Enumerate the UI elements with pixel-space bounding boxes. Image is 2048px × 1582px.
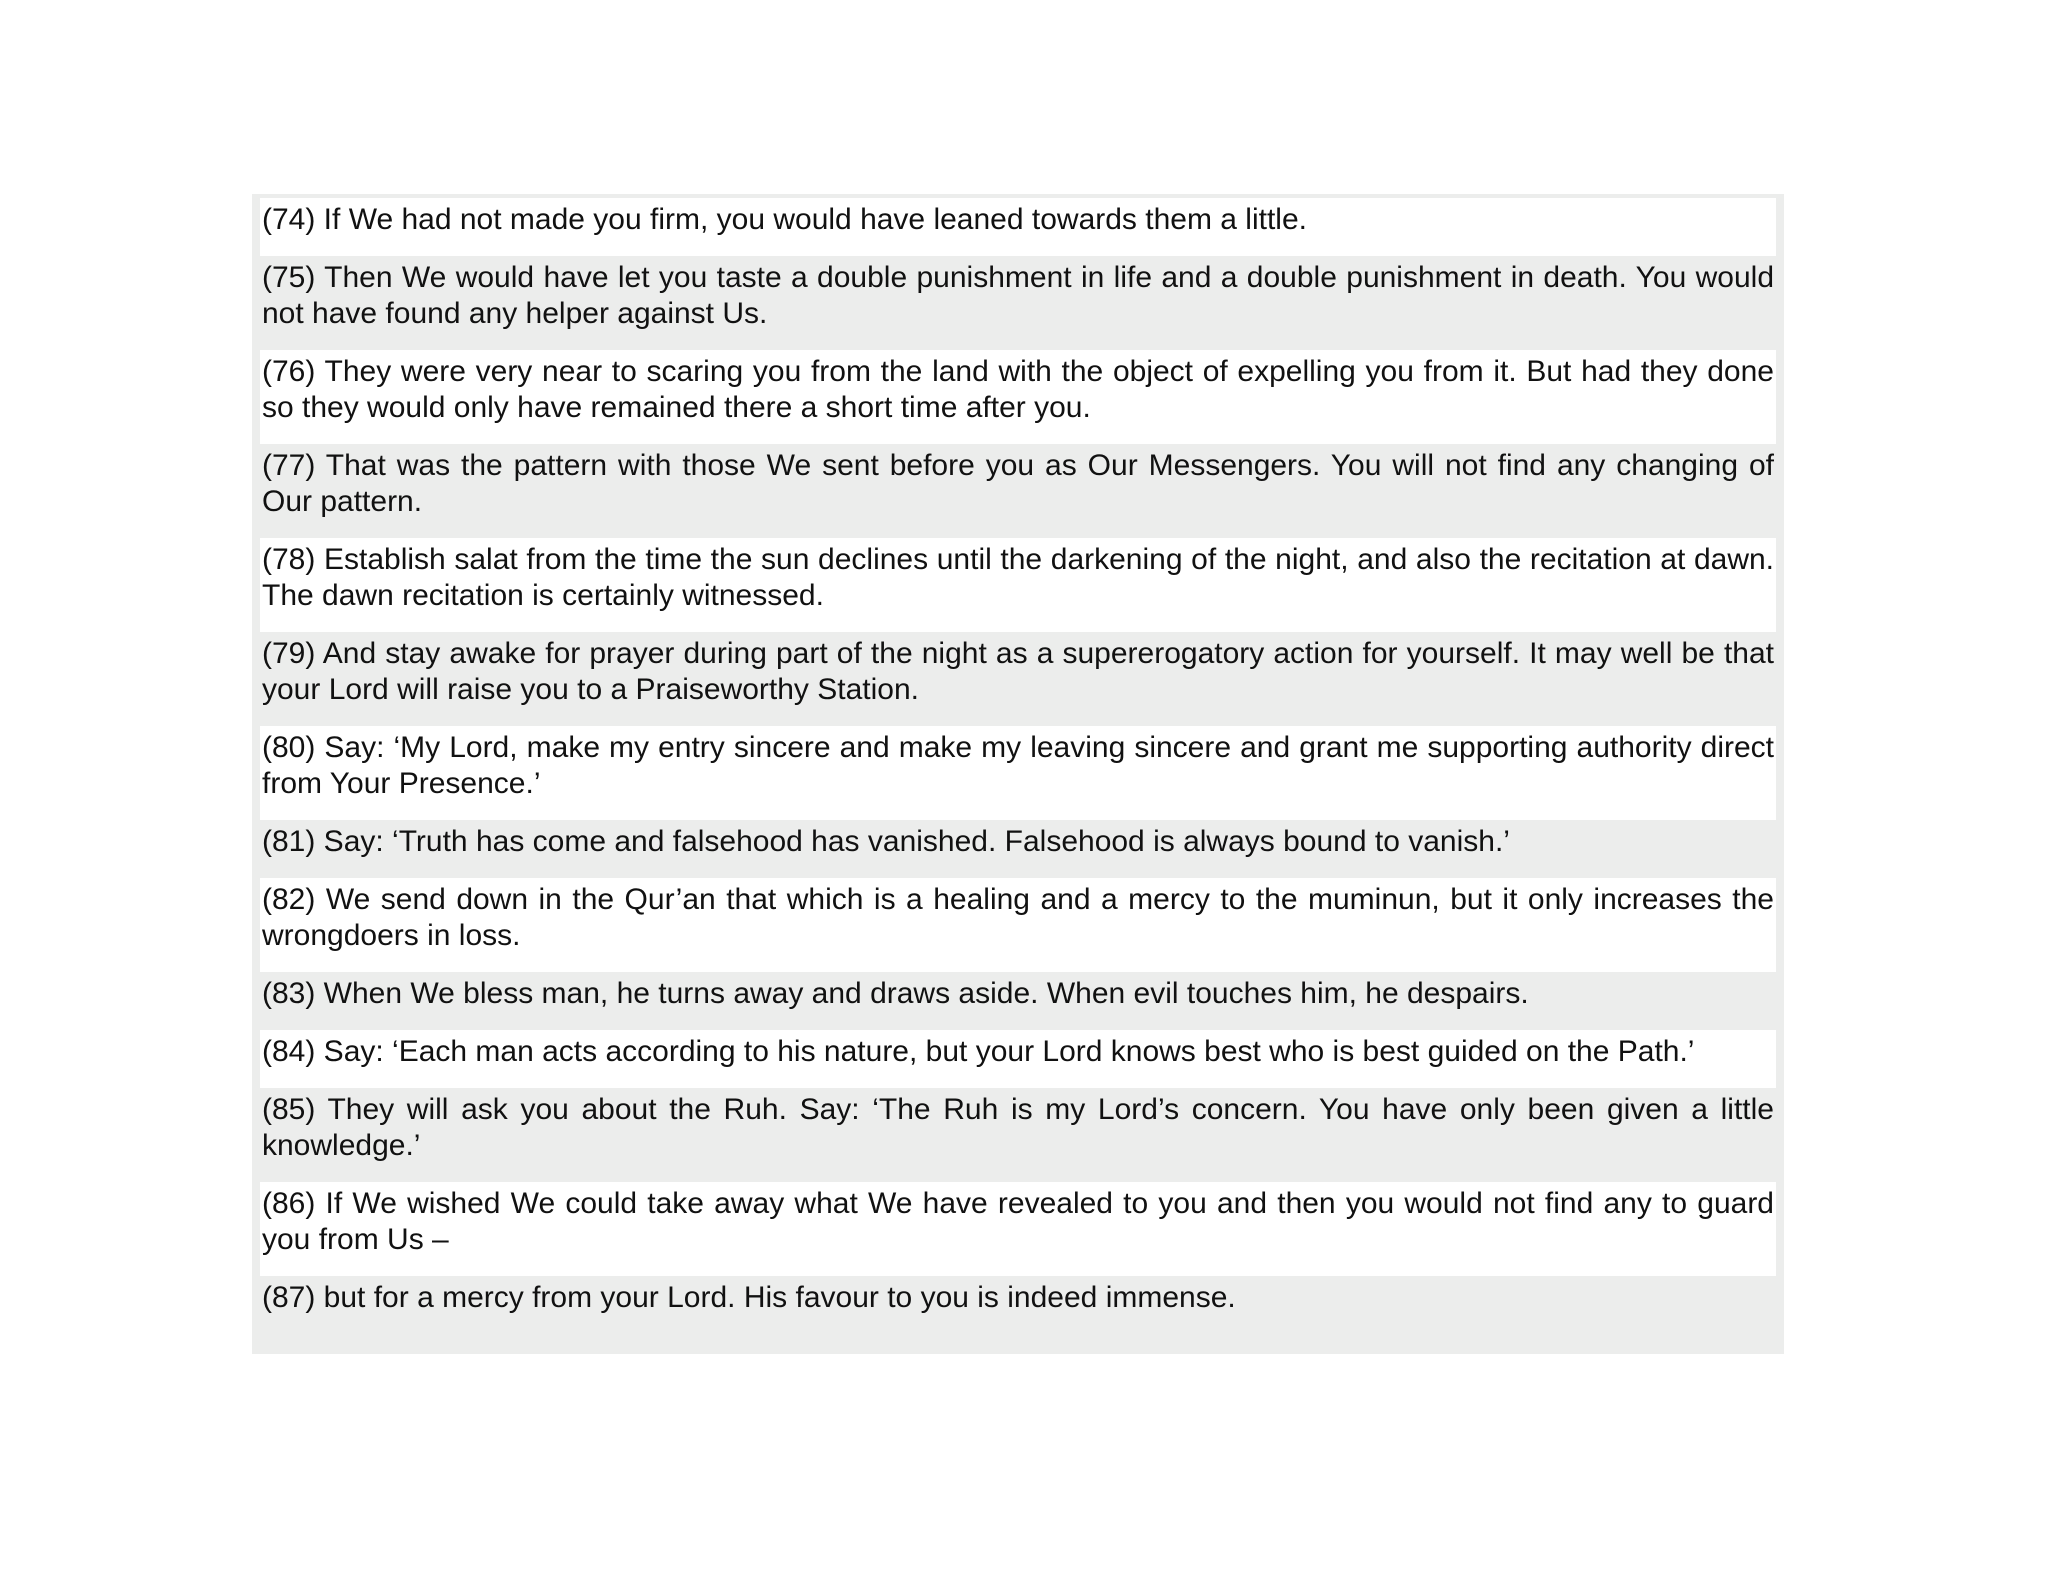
verse-row-80: (80) Say: ‘My Lord, make my entry sincere and make my leaving sincere and grant me supporting authority direct from Your Presence.’: [260, 726, 1776, 820]
verse-table: [252, 194, 1784, 1354]
verse-row-83: (83) When We bless man, he turns away and draws aside. When evil touches him, he despairs.: [260, 972, 1776, 1030]
verse-row-74: (74) If We had not made you firm, you would have leaned towards them a little.: [260, 198, 1776, 256]
verse-row-75: (75) Then We would have let you taste a double punishment in life and a double punishment in death. You would not have found any helper against Us.: [260, 256, 1776, 350]
verse-row-79: (79) And stay awake for prayer during part of the night as a supererogatory action for yourself. It may well be that your Lord will raise you to a Praiseworthy Station.: [260, 632, 1776, 726]
verse-row-82: (82) We send down in the Qur’an that which is a healing and a mercy to the muminun, but it only increases the wrongdoers in loss.: [260, 878, 1776, 972]
verse-row-84: (84) Say: ‘Each man acts according to his nature, but your Lord knows best who is best guided on the Path.’: [260, 1030, 1776, 1088]
verse-row-81: (81) Say: ‘Truth has come and falsehood has vanished. Falsehood is always bound to vanish.’: [260, 820, 1776, 878]
verse-row-77: (77) That was the pattern with those We sent before you as Our Messengers. You will not find any changing of Our pattern.: [260, 444, 1776, 538]
verse-row-78: (78) Establish salat from the time the sun declines until the darkening of the night, and also the recitation at dawn. The dawn recitation is certainly witnessed.: [260, 538, 1776, 632]
verse-row-86: (86) If We wished We could take away what We have revealed to you and then you would not find any to guard you from Us –: [260, 1182, 1776, 1276]
verse-row-76: (76) They were very near to scaring you from the land with the object of expelling you from it. But had they done so they would only have remained there a short time after you.: [260, 350, 1776, 444]
verse-row-87: (87) but for a mercy from your Lord. His favour to you is indeed immense.: [260, 1276, 1776, 1334]
verse-row-85: (85) They will ask you about the Ruh. Say: ‘The Ruh is my Lord’s concern. You have only been given a little knowledge.’: [260, 1088, 1776, 1182]
